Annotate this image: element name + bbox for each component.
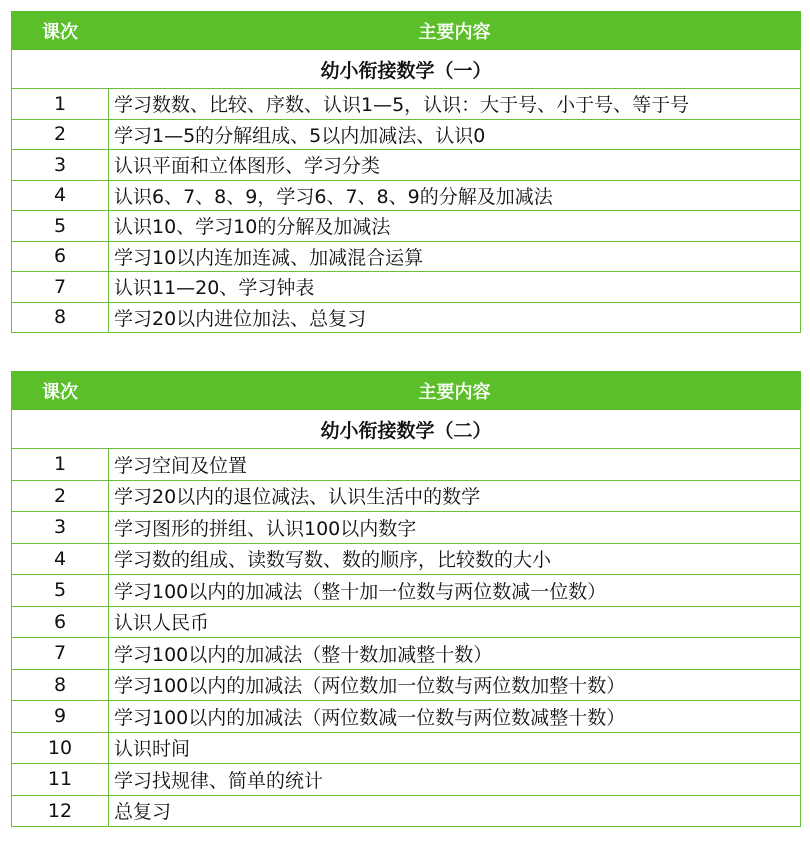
lesson-content: 认识平面和立体图形、学习分类	[109, 150, 801, 181]
lesson-number: 2	[12, 119, 109, 150]
table-row	[12, 795, 801, 827]
lesson-number: 7	[12, 272, 109, 303]
table-row	[12, 732, 801, 764]
table-row	[12, 480, 801, 512]
lesson-content: 学习数的组成、读数写数、数的顺序，比较数的大小	[109, 543, 801, 575]
section-title: 幼小衔接数学（一）	[12, 50, 801, 89]
lesson-number: 12	[12, 795, 109, 827]
lesson-number: 1	[12, 449, 109, 481]
table-row	[12, 211, 801, 242]
lesson-number: 4	[12, 543, 109, 575]
table-row	[12, 89, 801, 120]
lesson-content: 认识10、学习10的分解及加减法	[109, 211, 801, 242]
table-row	[12, 272, 801, 303]
course-table-1	[11, 11, 801, 333]
table-row	[12, 669, 801, 701]
header-content: 主要内容	[109, 372, 801, 410]
table-row	[12, 449, 801, 481]
header-content: 主要内容	[109, 12, 801, 50]
lesson-content: 学习找规律、简单的统计	[109, 764, 801, 796]
table-row	[12, 606, 801, 638]
section-title: 幼小衔接数学（二）	[12, 410, 801, 449]
lesson-number: 11	[12, 764, 109, 796]
lesson-content: 学习100以内的加减法（整十数加减整十数）	[109, 638, 801, 670]
table-row	[12, 764, 801, 796]
table-row	[12, 150, 801, 181]
lesson-number: 2	[12, 480, 109, 512]
header-lesson: 课次	[12, 372, 109, 410]
table-row	[12, 302, 801, 333]
lesson-content: 认识人民币	[109, 606, 801, 638]
lesson-content: 认识6、7、8、9，学习6、7、8、9的分解及加减法	[109, 180, 801, 211]
table-row	[12, 575, 801, 607]
lesson-content: 认识时间	[109, 732, 801, 764]
lesson-content: 学习1—5的分解组成、5以内加减法、认识0	[109, 119, 801, 150]
lesson-number: 8	[12, 669, 109, 701]
lesson-content: 学习100以内的加减法（两位数减一位数与两位数减整十数）	[109, 701, 801, 733]
table-row	[12, 119, 801, 150]
lesson-number: 6	[12, 606, 109, 638]
lesson-number: 6	[12, 241, 109, 272]
table-row	[12, 638, 801, 670]
header-lesson: 课次	[12, 12, 109, 50]
lesson-number: 9	[12, 701, 109, 733]
lesson-number: 5	[12, 211, 109, 242]
table-row	[12, 543, 801, 575]
lesson-content: 认识11—20、学习钟表	[109, 272, 801, 303]
lesson-content: 学习10以内连加连减、加减混合运算	[109, 241, 801, 272]
section-title-row	[12, 50, 801, 89]
table-row	[12, 512, 801, 544]
lesson-content: 学习图形的拼组、认识100以内数字	[109, 512, 801, 544]
course-table-2	[11, 371, 801, 827]
lesson-number: 8	[12, 302, 109, 333]
lesson-content: 学习100以内的加减法（整十加一位数与两位数减一位数）	[109, 575, 801, 607]
lesson-number: 1	[12, 89, 109, 120]
lesson-content: 总复习	[109, 795, 801, 827]
lesson-number: 10	[12, 732, 109, 764]
lesson-content: 学习20以内进位加法、总复习	[109, 302, 801, 333]
table-row	[12, 180, 801, 211]
table-header-row	[12, 372, 801, 410]
lesson-content: 学习20以内的退位减法、认识生活中的数学	[109, 480, 801, 512]
section-title-row	[12, 410, 801, 449]
lesson-number: 7	[12, 638, 109, 670]
lesson-number: 5	[12, 575, 109, 607]
table-row	[12, 241, 801, 272]
lesson-number: 4	[12, 180, 109, 211]
lesson-content: 学习100以内的加减法（两位数加一位数与两位数加整十数）	[109, 669, 801, 701]
lesson-content: 学习数数、比较、序数、认识1—5，认识：大于号、小于号、等于号	[109, 89, 801, 120]
lesson-content: 学习空间及位置	[109, 449, 801, 481]
table-row	[12, 701, 801, 733]
lesson-number: 3	[12, 150, 109, 181]
table-header-row	[12, 12, 801, 50]
lesson-number: 3	[12, 512, 109, 544]
